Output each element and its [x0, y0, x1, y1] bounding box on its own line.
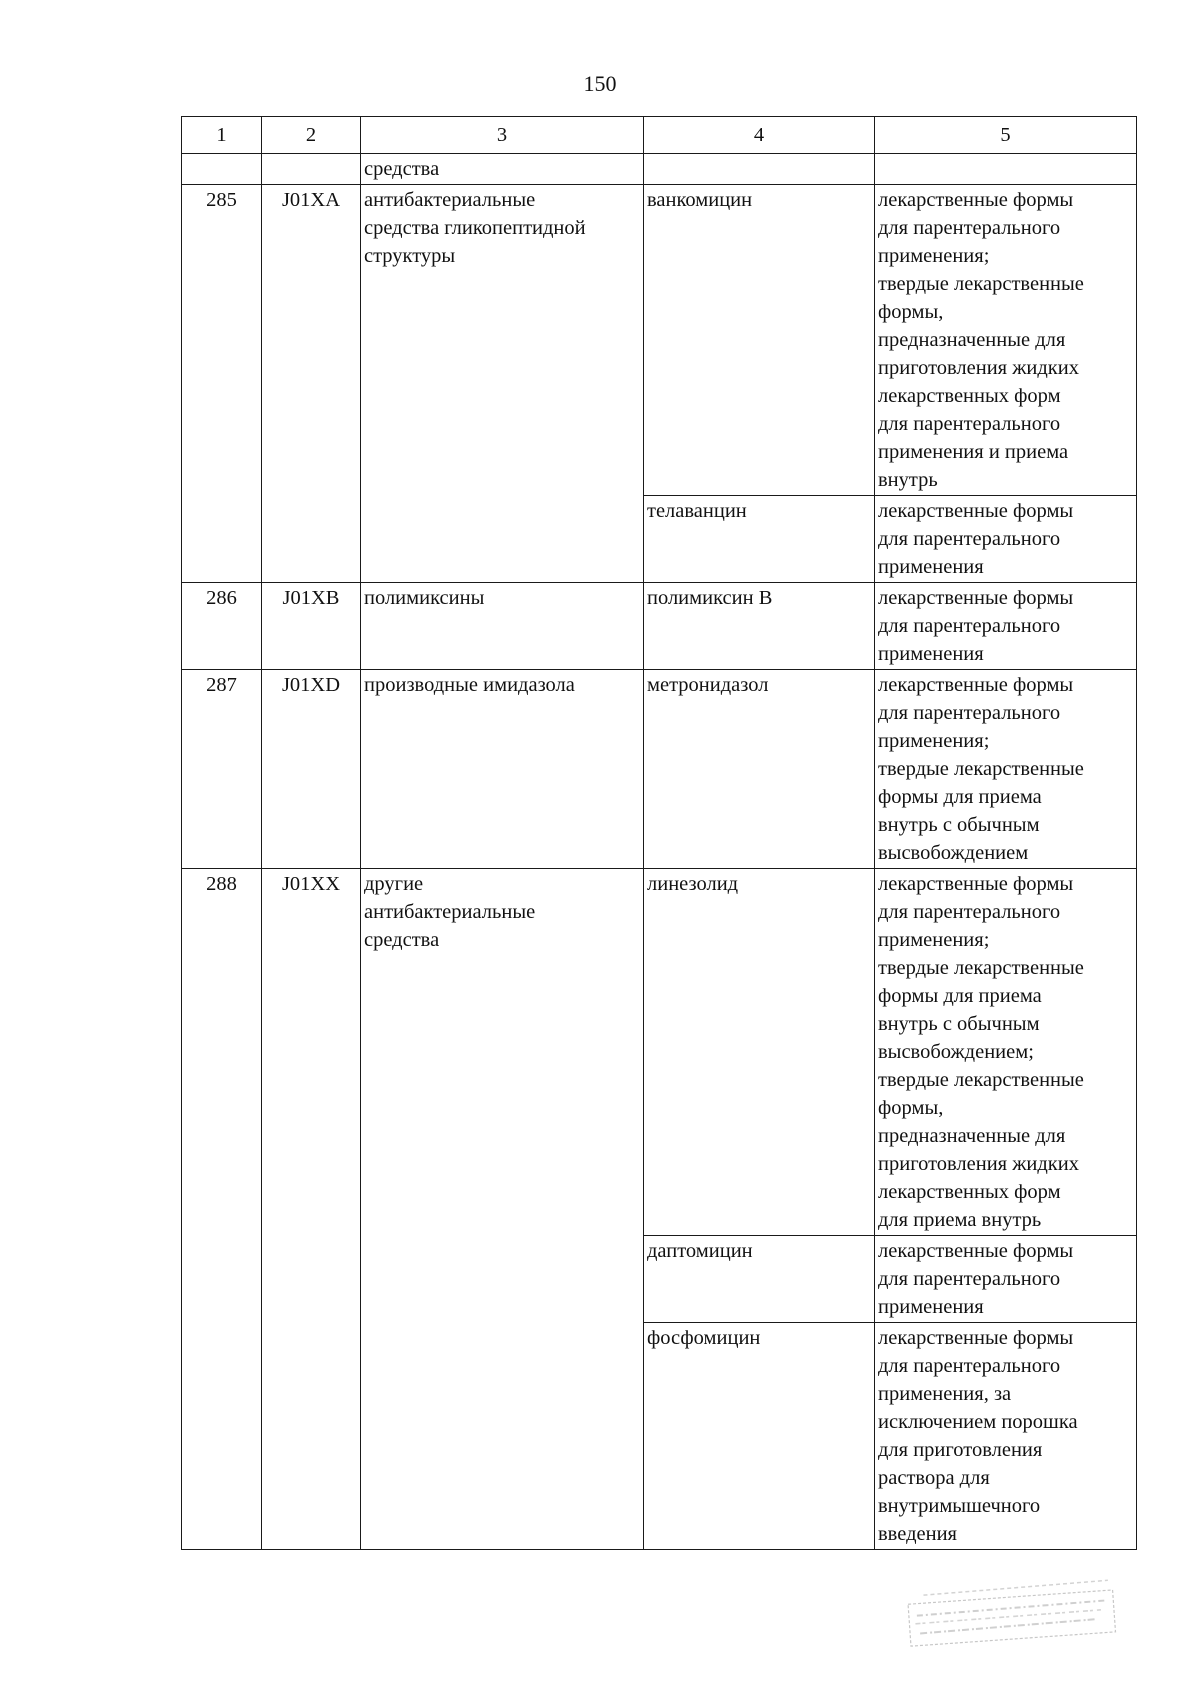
- row-number-cell: [182, 154, 262, 185]
- drug-name-cell: полимиксин В: [644, 583, 875, 670]
- row-number-cell: 285: [182, 185, 262, 583]
- group-name-cell: антибактериальные средства гликопептидной структуры: [361, 185, 644, 583]
- atc-code-cell: J01XX: [262, 869, 361, 1550]
- dosage-forms-cell: лекарственные формы для парентерального применения: [875, 496, 1137, 583]
- column-number-header: 1: [182, 117, 262, 154]
- drug-name-cell: метронидазол: [644, 670, 875, 869]
- column-number-header: 4: [644, 117, 875, 154]
- table-row: [182, 583, 1137, 670]
- row-number-cell: 288: [182, 869, 262, 1550]
- column-number-header: 3: [361, 117, 644, 154]
- table-row: [182, 869, 1137, 1236]
- row-number-cell: 286: [182, 583, 262, 670]
- page-number: 150: [583, 71, 617, 96]
- dosage-forms-cell: лекарственные формы для парентерального применения: [875, 1236, 1137, 1323]
- dosage-forms-cell: лекарственные формы для парентерального применения; твердые лекарственные формы, предназначенные для приготовления жидких лекарственных форм для парентерального применения и приема внутрь: [875, 185, 1137, 496]
- dosage-forms-cell: [875, 154, 1137, 185]
- drug-name-cell: фосфомицин: [644, 1323, 875, 1550]
- medicines-table: [181, 116, 1137, 1550]
- stamp-graphic: [903, 1576, 1122, 1653]
- drug-name-cell: даптомицин: [644, 1236, 875, 1323]
- dosage-forms-cell: лекарственные формы для парентерального применения: [875, 583, 1137, 670]
- dosage-forms-cell: лекарственные формы для парентерального применения, за исключением порошка для приготовления раствора для внутримышечного введения: [875, 1323, 1137, 1550]
- group-name-cell: полимиксины: [361, 583, 644, 670]
- dosage-forms-cell: лекарственные формы для парентерального применения; твердые лекарственные формы для приема внутрь с обычным высвобождением: [875, 670, 1137, 869]
- column-number-header-row: [182, 117, 1137, 154]
- column-number-header: 2: [262, 117, 361, 154]
- atc-code-cell: J01XD: [262, 670, 361, 869]
- atc-code-cell: [262, 154, 361, 185]
- continuation-row: [182, 154, 1137, 185]
- drug-name-cell: линезолид: [644, 869, 875, 1236]
- atc-code-cell: J01XB: [262, 583, 361, 670]
- table-row: [182, 185, 1137, 496]
- faint-stamp-mark: [903, 1576, 1122, 1653]
- group-name-cell: другие антибактериальные средства: [361, 869, 644, 1550]
- drug-name-cell: телаванцин: [644, 496, 875, 583]
- group-name-cell: средства: [361, 154, 644, 185]
- atc-code-cell: J01XA: [262, 185, 361, 583]
- drug-name-cell: [644, 154, 875, 185]
- table-row: [182, 670, 1137, 869]
- drug-name-cell: ванкомицин: [644, 185, 875, 496]
- dosage-forms-cell: лекарственные формы для парентерального применения; твердые лекарственные формы для приема внутрь с обычным высвобождением; твердые лекарственные формы, предназначенные для приготовления жидких лекарственных форм для приема внутрь: [875, 869, 1137, 1236]
- row-number-cell: 287: [182, 670, 262, 869]
- column-number-header: 5: [875, 117, 1137, 154]
- group-name-cell: производные имидазола: [361, 670, 644, 869]
